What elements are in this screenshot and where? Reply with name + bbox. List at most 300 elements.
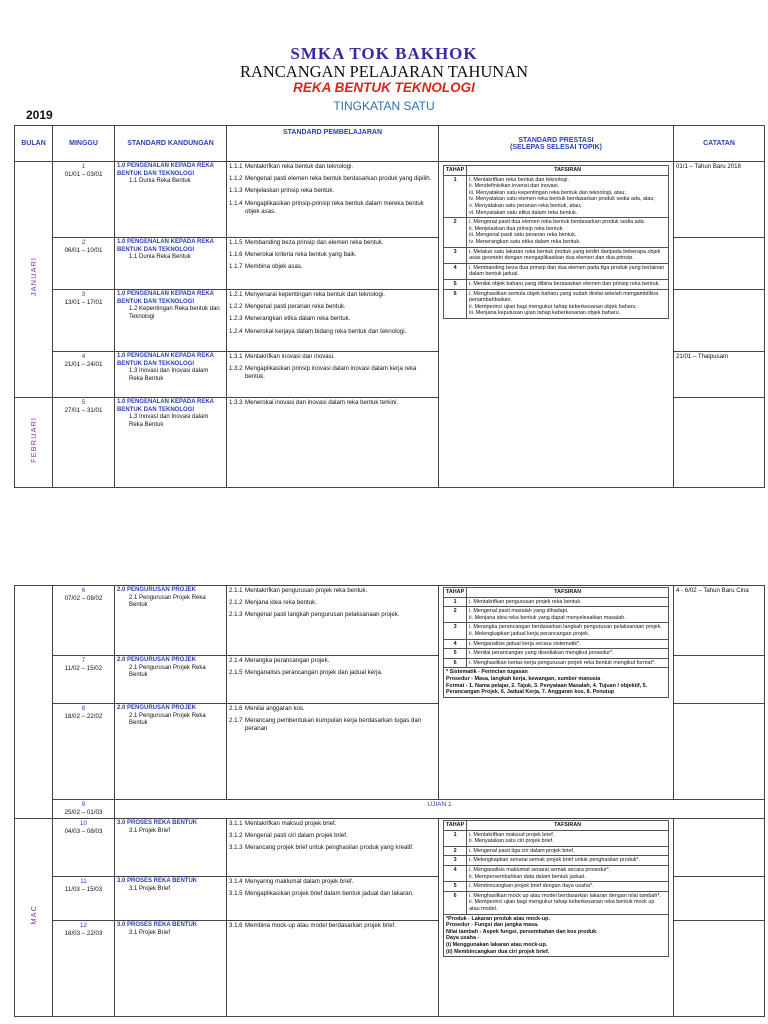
pembelajaran-text: Membina objek asas. xyxy=(245,263,303,271)
tahap-row xyxy=(444,856,669,866)
pembelajaran-item xyxy=(229,669,436,677)
week-number: 1 xyxy=(81,163,86,170)
tahap-number: 3 xyxy=(444,247,467,263)
col-catatan: CATATAN xyxy=(674,126,765,162)
tahap-row xyxy=(444,846,669,856)
week-cell xyxy=(53,800,115,819)
pembelajaran-text: Mengenal pasti peranan reka bentuk. xyxy=(245,303,346,311)
tafsiran-line: vi. Menyatakan satu etika dalam reka bentuk. xyxy=(469,209,578,216)
pembelajaran-item xyxy=(229,820,436,828)
tahap-number: 4 xyxy=(444,263,467,279)
tafsiran-text xyxy=(467,649,669,659)
pembelajaran-code: 3.1.2 xyxy=(229,832,243,840)
note-line: (i) Menggunakan lakaran atau mock-up. xyxy=(446,941,548,948)
standard-prestasi-cell xyxy=(439,819,674,1017)
tafsiran-text xyxy=(467,263,669,279)
pembelajaran-item xyxy=(229,303,436,311)
kandungan-title: 1.0 PENGENALAN KEPADA REKA BENTUK DAN TEKNOLOGI xyxy=(117,399,214,413)
tafsiran-text xyxy=(467,218,669,247)
col-standard-pembelajaran: STANDARD PEMBELAJARAN xyxy=(227,126,439,162)
tafsiran-line: i. Menganalisis maklumat senarai semak secara prosedur*. xyxy=(469,866,611,873)
note-line: (ii) Membincangkan dua ciri projek brief. xyxy=(446,948,550,955)
standard-pembelajaran-cell xyxy=(227,656,439,704)
tahap-number: 6 xyxy=(444,289,467,318)
week-number: 10 xyxy=(80,820,87,827)
week-number: 7 xyxy=(81,657,86,664)
pembelajaran-item xyxy=(229,163,436,171)
tafsiran-line: i. Menghasilkan semula objek baharu yang sudah dinilai setelah mengambilkira penambahbaikan. xyxy=(469,290,659,304)
week-cell xyxy=(53,398,115,488)
pembelajaran-text: Mengaplikasikan prinsip inovasi dalam inovasi dalam kerja reka bentuk. xyxy=(245,365,417,381)
pembelajaran-text: Menjelaskan prinsip reka bentuk. xyxy=(245,187,335,195)
week-dates: 01/01 – 03/01 xyxy=(64,171,103,178)
pembelajaran-text: Mentakrifkan pengurusan projek reka bentuk. xyxy=(245,587,368,594)
tafsiran-text xyxy=(467,846,669,856)
pembelajaran-text: Menerangkan etika dalam reka bentuk. xyxy=(245,315,351,323)
standard-kandungan-cell xyxy=(115,398,227,488)
week-dates: 11/03 – 15/03 xyxy=(64,886,103,893)
pembelajaran-code: 1.3.2 xyxy=(229,365,243,373)
tafsiran-line: ii. Menjelaskan dua prinsip reka bentuk. xyxy=(469,225,564,232)
tahap-row xyxy=(444,607,669,623)
tahap-table xyxy=(443,587,669,698)
week-row xyxy=(15,800,765,819)
week-cell xyxy=(53,921,115,1017)
kandungan-subtopic: 1.2 Kepentingan Reka bentuk dan Teknologi xyxy=(129,306,220,320)
tahap-header: TAHAP xyxy=(444,588,467,598)
tahap-row xyxy=(444,175,669,218)
tafsiran-line: iii. Menjana keputusan ujian tahap keberkesanan objek baharu. xyxy=(469,310,621,317)
tafsiran-line: iv. Menyatakan satu elemen reka bentuk berdasarkan produk sedia ada, atau; xyxy=(469,196,655,203)
standard-pembelajaran-cell xyxy=(227,877,439,921)
catatan-cell xyxy=(674,238,765,290)
tahap-number: 3 xyxy=(444,623,467,639)
week-row xyxy=(15,162,765,238)
tahap-number: 5 xyxy=(444,882,467,892)
pembelajaran-code: 2.1.1 xyxy=(229,587,243,594)
kandungan-title: 3.0 PROSES REKA BENTUK xyxy=(117,878,198,884)
tafsiran-text xyxy=(467,830,669,846)
pembelajaran-code: 3.1.1 xyxy=(229,820,243,827)
col-minggu: MINGGU xyxy=(53,126,115,162)
pembelajaran-code: 1.1.2 xyxy=(229,175,243,183)
tafsiran-line: i. Mentakrifkan pengurusan projek reka bentuk. xyxy=(469,598,582,605)
pembelajaran-code: 2.1.2 xyxy=(229,599,243,607)
tahap-number: 2 xyxy=(444,846,467,856)
pembelajaran-item xyxy=(229,175,436,183)
pembelajaran-text: Menjana idea reka bentuk. xyxy=(245,599,317,607)
tahap-header-row xyxy=(444,166,669,176)
prestasi-title: STANDARD PRESTASI xyxy=(518,136,594,144)
tafsiran-text xyxy=(467,623,669,639)
pembelajaran-text: Menyaring maklumat dalam projek brief. xyxy=(245,878,354,885)
catatan-cell: 4 - 6/02 – Tahun Baru Cina xyxy=(674,586,765,656)
tahap-row xyxy=(444,891,669,914)
tafsiran-text xyxy=(467,247,669,263)
pembelajaran-item xyxy=(229,239,436,247)
tahap-note-row xyxy=(444,668,669,697)
tafsiran-text xyxy=(467,658,669,668)
catatan-cell xyxy=(674,877,765,921)
tafsiran-line: i. Menghasilkan kertas kerja pengurusan projek reka bentuk mengikut format*. xyxy=(469,659,656,666)
pembelajaran-text: Merancang pembentukan kumpulan kerja berdasarkan tugas dan peranan xyxy=(245,717,422,733)
pembelajaran-code: 1.1.6 xyxy=(229,251,243,259)
pembelajaran-code: 1.1.1 xyxy=(229,163,243,170)
ujian-label: UJIAN 1 xyxy=(115,800,765,819)
tahap-number: 5 xyxy=(444,649,467,659)
week-cell xyxy=(53,586,115,656)
pembelajaran-item xyxy=(229,922,436,930)
tafsiran-text xyxy=(467,882,669,892)
col-standard-prestasi xyxy=(439,126,674,162)
pembelajaran-item xyxy=(229,832,436,840)
col-standard-kandungan: STANDARD KANDUNGAN xyxy=(115,126,227,162)
pembelajaran-item xyxy=(229,365,436,381)
pembelajaran-item xyxy=(229,878,436,886)
pembelajaran-item xyxy=(229,263,436,271)
pembelajaran-item xyxy=(229,399,436,407)
tafsiran-line: i. Menilai objek baharu yang dibina berasaskan elemen dan prinsip reka bentuk. xyxy=(469,280,660,287)
pembelajaran-item xyxy=(229,611,436,619)
standard-kandungan-cell xyxy=(115,877,227,921)
pembelajaran-text: Merancang projek brief untuk penghasilan produk yang kreatif. xyxy=(245,844,414,852)
pembelajaran-text: Menerokai kriteria reka bentuk yang baik. xyxy=(245,251,357,259)
kandungan-subtopic: 3.1 Projek Brief xyxy=(129,885,171,892)
pembelajaran-text: Mengaplikasikan projek brief dalam bentuk jadual dan lakaran. xyxy=(245,890,414,898)
week-dates: 13/01 – 17/01 xyxy=(64,299,103,306)
tahap-table xyxy=(443,820,669,957)
tafsiran-line: i. Mengenal pasti tiga ciri dalam projek brief. xyxy=(469,847,575,854)
pembelajaran-text: Mentakrifkan reka bentuk dan teknologi. xyxy=(245,163,354,170)
tahap-row xyxy=(444,597,669,607)
tafsiran-header: TAFSIRAN xyxy=(467,821,669,831)
pembelajaran-code: 1.3.3 xyxy=(229,399,243,406)
week-number: 11 xyxy=(80,878,87,885)
kandungan-subtopic: 2.1 Pengurusan Projek Reka Bentuk xyxy=(129,712,206,726)
tahap-number: 2 xyxy=(444,218,467,247)
tahap-header-row xyxy=(444,588,669,598)
pembelajaran-item xyxy=(229,251,436,259)
tahap-row xyxy=(444,649,669,659)
standard-prestasi-cell xyxy=(439,586,674,800)
pembelajaran-text: Mengenal pasti langkah pengurusan pelaksanaan projek. xyxy=(245,611,400,619)
note-line: *Produk - Lakaran produk atau mock-up. xyxy=(446,915,550,922)
kandungan-title: 1.0 PENGENALAN KEPADA REKA BENTUK DAN TEKNOLOGI xyxy=(117,239,214,253)
pembelajaran-code: 1.1.3 xyxy=(229,187,243,195)
pembelajaran-item xyxy=(229,328,436,336)
kandungan-subtopic: 1.1 Dunia Reka Bentuk xyxy=(129,254,191,260)
month-cell-januari xyxy=(15,162,53,398)
catatan-cell xyxy=(674,656,765,704)
tafsiran-line: i. Menghasilkan mock up atau model berdasarkan lakaran dengan nilai tambah*. xyxy=(469,892,661,899)
catatan-cell xyxy=(674,819,765,877)
tafsiran-line: ii. Melengkapkan jadual kerja perancangan projek. xyxy=(469,630,590,637)
kandungan-subtopic: 2.1 Pengurusan Projek Reka Bentuk xyxy=(129,664,206,678)
year-label: 2019 xyxy=(26,108,53,122)
tafsiran-text xyxy=(467,865,669,881)
catatan-cell: 01/1 – Tahun Baru 2018 xyxy=(674,162,765,238)
pembelajaran-text: Menerokai inovasi dan inovasi dalam reka bentuk terkini. xyxy=(245,399,399,406)
note-line: Nilai tambah - Aspek fungsi, persembahan dan kos produk. xyxy=(446,928,598,935)
standard-pembelajaran-cell xyxy=(227,586,439,656)
tahap-header-row xyxy=(444,821,669,831)
week-number: 9 xyxy=(81,801,86,808)
week-cell xyxy=(53,877,115,921)
tafsiran-line: i. Membincangkan projek brief dengan daya usaha*. xyxy=(469,883,594,890)
tahap-row xyxy=(444,658,669,668)
tafsiran-line: v. Menyatakan satu peranan reka bentuk, atau; xyxy=(469,202,582,209)
school-name: SMKA TOK BAKHOK xyxy=(290,44,478,63)
catatan-cell xyxy=(674,290,765,352)
tahap-number: 4 xyxy=(444,865,467,881)
pembelajaran-text: Mengenal pasti ciri dalam projek brief. xyxy=(245,832,348,840)
kandungan-title: 3.0 PROSES REKA BENTUK xyxy=(117,922,198,928)
pembelajaran-text: Mengenal pasti elemen reka bentuk berdasarkan produk yang dipilih. xyxy=(245,175,432,183)
standard-kandungan-cell xyxy=(115,656,227,704)
subject-title: REKA BENTUK TEKNOLOGI xyxy=(293,80,475,95)
standard-pembelajaran-cell xyxy=(227,704,439,800)
month-cell-februari xyxy=(15,398,53,488)
pembelajaran-item xyxy=(229,717,436,733)
pembelajaran-text: Menyenarai kepentingan reka bentuk dan teknologi. xyxy=(245,291,385,298)
tahap-number: 6 xyxy=(444,658,467,668)
pembelajaran-code: 3.1.5 xyxy=(229,890,243,898)
month-cell-mac xyxy=(15,819,53,1017)
pembelajaran-code: 1.1.4 xyxy=(229,199,243,207)
pembelajaran-code: 1.1.5 xyxy=(229,239,243,246)
standard-kandungan-cell xyxy=(115,819,227,877)
pembelajaran-text: Membina mock-up atau model berdasarkan projek brief. xyxy=(245,922,397,929)
kandungan-title: 1.0 PENGENALAN KEPADA REKA BENTUK DAN TEKNOLOGI xyxy=(117,163,214,177)
month-label: MAC xyxy=(29,905,38,925)
pembelajaran-item xyxy=(229,657,436,665)
week-cell xyxy=(53,238,115,290)
catatan-cell xyxy=(674,704,765,800)
tafsiran-text xyxy=(467,891,669,914)
tafsiran-line: iii. Menyatakan satu kepentingan reka bentuk dan teknologi, atau; xyxy=(469,189,626,196)
tahap-row xyxy=(444,289,669,318)
tafsiran-text xyxy=(467,856,669,866)
standard-kandungan-cell xyxy=(115,162,227,238)
pembelajaran-code: 1.1.7 xyxy=(229,263,243,271)
tahap-header: TAHAP xyxy=(444,821,467,831)
tahap-number: 5 xyxy=(444,279,467,289)
rpt-table-2 xyxy=(14,585,765,1017)
tafsiran-line: ii. Memperinci ujian bagi mengukur tahap keberkesanan objek baharu. xyxy=(469,303,637,310)
pembelajaran-code: 2.1.4 xyxy=(229,657,243,664)
catatan-cell xyxy=(674,921,765,1017)
pembelajaran-item xyxy=(229,599,436,607)
pembelajaran-text: Mentakrifkan inovasi dan inovasi. xyxy=(245,353,335,360)
pembelajaran-item xyxy=(229,291,436,299)
tahap-row xyxy=(444,639,669,649)
pembelajaran-item xyxy=(229,315,436,323)
month-label: FEBRUARI xyxy=(29,417,38,463)
tafsiran-line: iv. Menerangkan satu etika dalam reka bentuk. xyxy=(469,238,581,245)
tafsiran-header: TAFSIRAN xyxy=(467,588,669,598)
week-number: 3 xyxy=(81,291,86,298)
week-number: 5 xyxy=(81,399,86,406)
week-cell xyxy=(53,704,115,800)
col-bulan: BULAN xyxy=(15,126,53,162)
standard-kandungan-cell xyxy=(115,238,227,290)
tahap-row xyxy=(444,218,669,247)
tafsiran-text xyxy=(467,279,669,289)
pembelajaran-code: 1.3.1 xyxy=(229,353,243,360)
tahap-row xyxy=(444,263,669,279)
tahap-row xyxy=(444,865,669,881)
tafsiran-text xyxy=(467,639,669,649)
tafsiran-text xyxy=(467,607,669,623)
tahap-row xyxy=(444,830,669,846)
tafsiran-line: i. Mengenal pasti dua elemen reka bentuk berdasarkan produk sedia ada. xyxy=(469,219,646,226)
tafsiran-line: i. Menilai perancangan yang disediakan mengikut prosedur*. xyxy=(469,650,614,657)
week-dates: 18/02 – 22/02 xyxy=(64,713,103,720)
kandungan-title: 1.0 PENGENALAN KEPADA REKA BENTUK DAN TEKNOLOGI xyxy=(117,291,214,305)
month-cell-blank xyxy=(15,586,53,819)
week-dates: 07/02 – 08/02 xyxy=(64,595,103,602)
pembelajaran-item xyxy=(229,587,436,595)
week-dates: 25/02 – 01/03 xyxy=(64,809,103,816)
tahap-number: 1 xyxy=(444,597,467,607)
tafsiran-text xyxy=(467,597,669,607)
standard-kandungan-cell xyxy=(115,704,227,800)
tafsiran-line: i. Mentakrifkan maksud projek brief. xyxy=(469,831,555,838)
form-level: TINGKATAN SATU xyxy=(333,99,435,113)
standard-pembelajaran-cell xyxy=(227,921,439,1017)
week-number: 12 xyxy=(80,922,87,929)
tafsiran-line: i. Mentakrifkan reka bentuk dan teknologi. xyxy=(469,176,569,183)
kandungan-subtopic: 1.3 Inovasi dan Inovasi dalam Reka Bentuk xyxy=(129,368,209,382)
tafsiran-line: ii. Mempersembahkan data dalam bentuk jadual. xyxy=(469,873,586,880)
month-label: JANUARI xyxy=(29,257,38,297)
tahap-number: 1 xyxy=(444,830,467,846)
pembelajaran-item xyxy=(229,353,436,361)
note-line: * Sistematik - Perincian tugasan xyxy=(446,669,528,676)
tahap-note-row xyxy=(444,914,669,957)
pembelajaran-text: Merangka perancangan projek. xyxy=(245,657,330,664)
page-title: RANCANGAN PELAJARAN TAHUNAN xyxy=(239,62,529,81)
tafsiran-line: i. Merangka perancangan berdasarkan langkah pengurusan pelaksanaan projek. xyxy=(469,624,662,631)
week-cell xyxy=(53,352,115,398)
pembelajaran-code: 3.1.6 xyxy=(229,922,243,929)
kandungan-title: 2.0 PENGURUSAN PROJEK xyxy=(117,705,197,711)
tahap-number: 4 xyxy=(444,639,467,649)
tahap-number: 6 xyxy=(444,891,467,914)
pembelajaran-item xyxy=(229,844,436,852)
note-line: Format - 1. Nama pelajar, 2. Tajuk, 3. Penyataan Masalah, 4. Tujuan / objektif, 5. Perancangan Projek, 6. Jadual Kerja, 7. Anggaran kos, 8. Penutup xyxy=(446,682,648,696)
tahap-row xyxy=(444,882,669,892)
tafsiran-line: ii. Mendefinisikan invensi dan inovasi. xyxy=(469,183,560,190)
pembelajaran-code: 2.1.6 xyxy=(229,705,243,712)
week-cell xyxy=(53,819,115,877)
tahap-table xyxy=(443,165,669,319)
pembelajaran-item xyxy=(229,187,436,195)
pembelajaran-item xyxy=(229,705,436,713)
tafsiran-line: ii. Memperinci ujian bagi mengukur tahap keberkesanan reka bentuk mock up atau model. xyxy=(469,899,655,912)
standard-pembelajaran-cell xyxy=(227,238,439,290)
week-dates: 11/02 – 15/02 xyxy=(64,665,103,672)
note-line: Prosedur - Fungsi dan jangka masa. xyxy=(446,922,539,929)
kandungan-subtopic: 1.1 Dunia Reka Bentuk xyxy=(129,178,191,184)
tahap-number: 2 xyxy=(444,607,467,623)
week-cell xyxy=(53,656,115,704)
tafsiran-text xyxy=(467,289,669,318)
week-row xyxy=(15,586,765,656)
kandungan-subtopic: 2.1 Pengurusan Projek Reka Bentuk xyxy=(129,594,206,608)
catatan-cell xyxy=(674,398,765,488)
week-number: 2 xyxy=(81,239,86,246)
pembelajaran-item xyxy=(229,200,436,216)
standard-pembelajaran-cell xyxy=(227,819,439,877)
pembelajaran-item xyxy=(229,890,436,898)
tafsiran-line: ii. Menyatakan satu ciri projek brief. xyxy=(469,838,554,845)
pembelajaran-text: Menerokai kerjaya dalam bidang reka bentuk dan teknologi. xyxy=(245,327,407,335)
kandungan-title: 3.0 PROSES REKA BENTUK xyxy=(117,820,198,826)
tahap-note xyxy=(444,668,669,697)
pembelajaran-code: 1.2.4 xyxy=(229,327,243,335)
week-number: 8 xyxy=(81,705,86,712)
pembelajaran-code: 1.2.2 xyxy=(229,303,243,311)
rpt-table-1 xyxy=(14,125,765,488)
week-dates: 27/01 – 31/01 xyxy=(64,407,103,414)
standard-pembelajaran-cell xyxy=(227,290,439,352)
tafsiran-line: i. Membanding beza dua prinsip dan dua elemen pada tiga produk yang berlainan dalam bentuk jadual. xyxy=(469,264,665,278)
pembelajaran-code: 2.1.5 xyxy=(229,669,243,677)
standard-pembelajaran-cell xyxy=(227,398,439,488)
tafsiran-line: ii. Menjana idea reka bentuk yang dapat menyelesaikan masalah. xyxy=(469,614,626,621)
standard-prestasi-cell xyxy=(439,162,674,488)
catatan-cell: 21/01 – Thaipusam xyxy=(674,352,765,398)
pembelajaran-code: 1.2.3 xyxy=(229,315,243,323)
week-dates: 06/01 – 10/01 xyxy=(64,247,103,254)
standard-kandungan-cell xyxy=(115,586,227,656)
kandungan-title: 1.0 PENGENALAN KEPADA REKA BENTUK DAN TEKNOLOGI xyxy=(117,353,214,367)
pembelajaran-code: 3.1.3 xyxy=(229,844,243,852)
kandungan-subtopic: 1.3 Inovasi dan Inovasi dalam Reka Bentuk xyxy=(129,414,209,428)
week-dates: 04/03 – 08/03 xyxy=(64,828,103,835)
standard-kandungan-cell xyxy=(115,290,227,352)
week-row xyxy=(15,819,765,877)
tahap-row xyxy=(444,623,669,639)
tahap-row xyxy=(444,247,669,263)
pembelajaran-code: 1.2.1 xyxy=(229,291,243,298)
standard-pembelajaran-cell xyxy=(227,162,439,238)
standard-kandungan-cell xyxy=(115,352,227,398)
pembelajaran-code: 2.1.3 xyxy=(229,611,243,619)
pembelajaran-code: 2.1.7 xyxy=(229,717,243,725)
tafsiran-line: i. Melakar satu lakaran reka bentuk produk yang terdiri daripada beberapa objek asas geometri dengan mengaplikasikan dua elemen dan dua prinsip. xyxy=(469,248,661,262)
tafsiran-line: i. Mengenal pasti masalah yang dihadapi. xyxy=(469,608,569,615)
tafsiran-line: iii. Mengenal pasti satu peranan reka bentuk. xyxy=(469,232,577,239)
standard-pembelajaran-cell xyxy=(227,352,439,398)
prestasi-subtitle: (SELEPAS SELESAI TOPIK) xyxy=(510,143,602,151)
week-number: 6 xyxy=(81,587,86,594)
kandungan-title: 2.0 PENGURUSAN PROJEK xyxy=(117,657,197,663)
week-number: 4 xyxy=(81,353,86,360)
tahap-row xyxy=(444,279,669,289)
note-line: Prosedur - Masa, langkah kerja, kewangan, sumber manusia xyxy=(446,675,601,682)
week-dates: 18/03 – 22/03 xyxy=(64,930,103,937)
standard-kandungan-cell xyxy=(115,921,227,1017)
week-dates: 21/01 – 24/01 xyxy=(64,361,103,368)
tafsiran-line: i. Melengkapkan senarai semak projek brief untuk penghasilan produk*. xyxy=(469,857,640,864)
tafsiran-header: TAFSIRAN xyxy=(467,166,669,176)
tahap-note xyxy=(444,914,669,957)
pembelajaran-code: 3.1.4 xyxy=(229,878,243,885)
tafsiran-line: i. Menganalisis jadual kerja secara sistematik*. xyxy=(469,640,581,647)
note-line: Daya usaha - xyxy=(446,935,480,942)
